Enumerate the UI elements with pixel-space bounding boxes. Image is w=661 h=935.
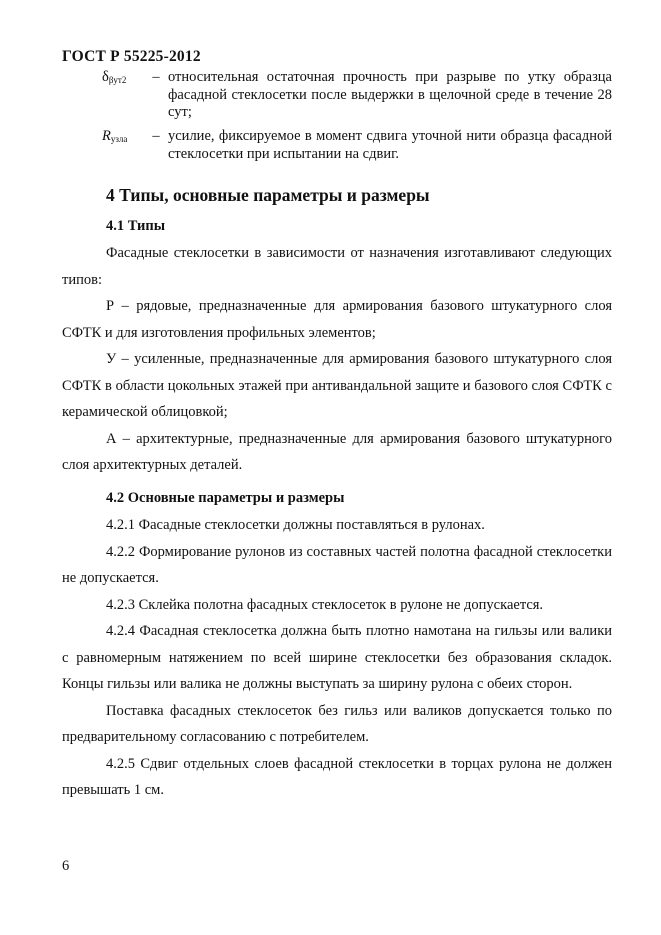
document-header: ГОСТ Р 55225-2012 [62,48,201,65]
definition-symbol [102,128,146,149]
subsection-title: 4.1 Типы [106,218,166,234]
definition-text: относительная остаточная прочность при разрыве по утку образца фасадной стеклосетки после выдержки в щелочной среде в течение 28 сут; [168,69,612,120]
symbol-main: R [102,128,111,144]
paragraph: 4.2.1 Фасадные стеклосетки должны поставляться в рулонах. [106,517,485,533]
paragraph: 4.2.2 Формирование рулонов из составных частей полотна фасадной стеклосетки не допускается. [62,543,612,586]
section-title: 4 Типы, основные параметры и размеры [106,185,430,205]
paragraph: 4.2.3 Склейка полотна фасадных стеклосеток в рулоне не допускается. [106,596,544,613]
symbol-subscript: узла [110,134,128,144]
definition-dash: – [152,69,160,85]
definition-r-uzla [102,128,612,163]
symbol-subscript: βут2 [108,75,127,85]
paragraph: А – архитектурные, предназначенные для армирования базового штукатурного слоя архитектурных деталей. [62,430,612,473]
definition-delta [102,69,612,122]
definition-symbol [102,69,146,90]
subsection-title: 4.2 Основные параметры и размеры [106,490,345,506]
definition-text: усилие, фиксируемое в момент сдвига уточной нити образца фасадной стеклосетки при испытании на сдвиг. [168,128,612,162]
symbol-main: δ [102,69,109,85]
paragraph: У – усиленные, предназначенные для армирования базового штукатурного слоя СФТК в области цокольных этажей при антивандальной защите и базового слоя СФТК с керамической облицовкой; [62,351,612,420]
paragraph: Поставка фасадных стеклосеток без гильз или валиков допускается только по предварительному согласованию с потребителем. [62,702,612,745]
paragraph: 4.2.4 Фасадная стеклосетка должна быть плотно намотана на гильзы или валики с равномерным натяжением по всей ширине стеклосетки без образования складок. Концы гильзы или валика не должны выступать за ширину рулона с обеих сторон. [62,623,612,692]
section-4-1-body [62,240,612,479]
definition-dash: – [152,128,160,144]
page-number: 6 [62,858,70,874]
paragraph: Фасадные стеклосетки в зависимости от назначения изготавливают следующих типов: [62,245,612,288]
paragraph: Р – рядовые, предназначенные для армирования базового штукатурного слоя СФТК и для изготовления профильных элементов; [62,298,612,341]
paragraph: 4.2.5 Сдвиг отдельных слоев фасадной стеклосетки в торцах рулона не должен превышать 1 см. [62,755,612,798]
section-4-2-body [62,512,612,804]
